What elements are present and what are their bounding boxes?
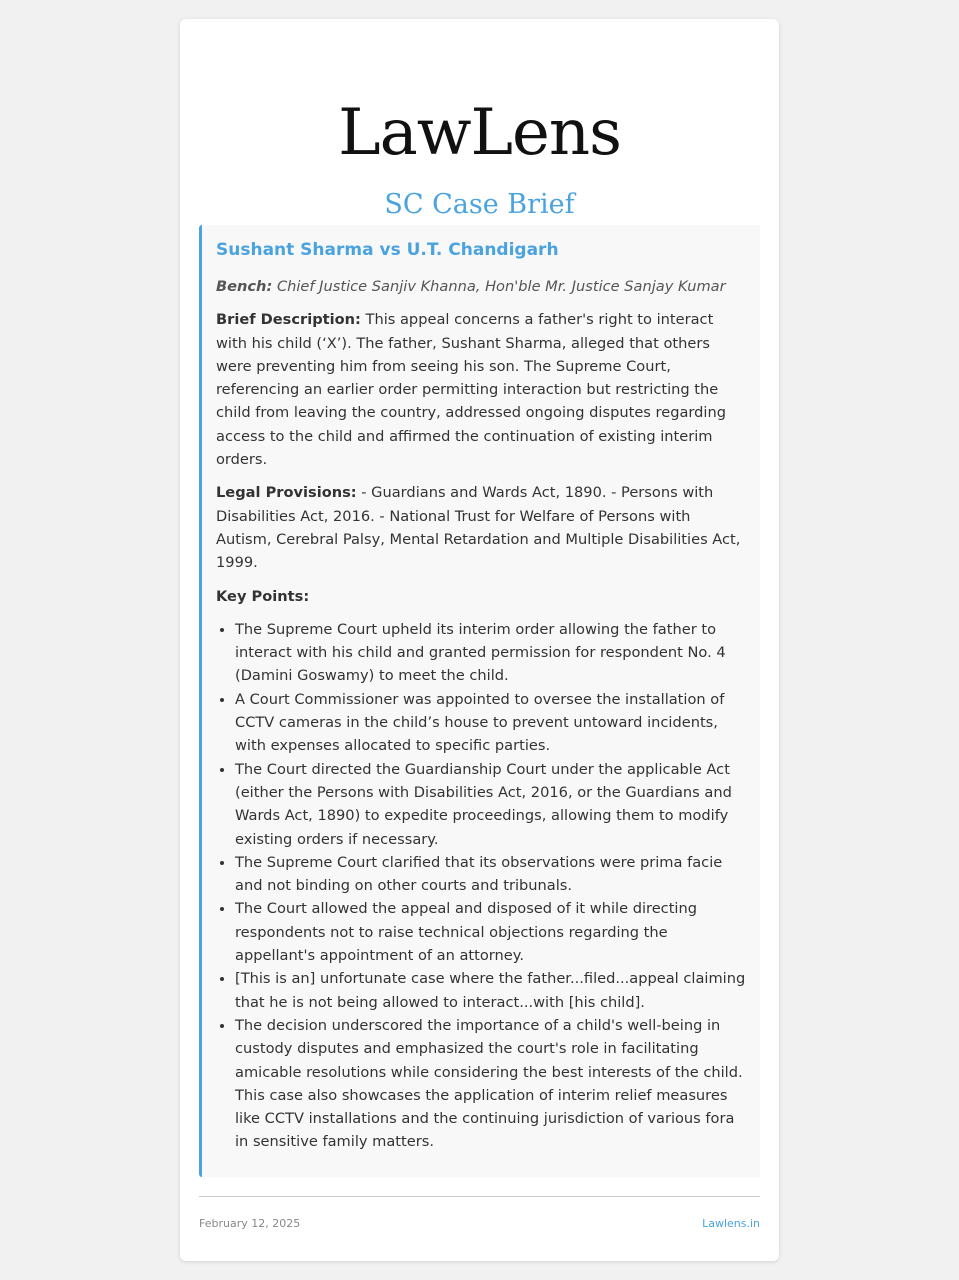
list-item: • The Supreme Court clarified that its observations were prima facie and not binding on other courts and tribunals. (235, 851, 746, 898)
key-points-heading (216, 585, 746, 608)
list-item: • The decision underscored the importance of a child's well-being in custody disputes and emphasized the court's role in facilitating amicable resolutions while considering the best interests of the child. This case also showcases the application of interim relief measures like CCTV installations and the continuing jurisdiction of various fora in sensitive family matters. (235, 1014, 746, 1154)
bench-label: Bench: (216, 278, 273, 295)
legal-provisions (216, 481, 746, 574)
case-brief-panel (199, 225, 760, 1177)
footer-divider (199, 1196, 760, 1197)
key-points-list (216, 618, 746, 1154)
site-link[interactable]: Lawlens.in (702, 1217, 760, 1230)
bench-value: Chief Justice Sanjiv Khanna, Hon'ble Mr. Justice Sanjay Kumar (276, 278, 726, 295)
list-item: • [This is an] unfortunate case where the father...filed...appeal claiming that he is not being allowed to interact...with [his child]. (235, 967, 746, 1014)
description-label: Brief Description: (216, 311, 361, 329)
case-brief-card (180, 19, 779, 1261)
brief-description (216, 308, 746, 471)
provisions-text: - Guardians and Wards Act, 1890. - Persons with Disabilities Act, 2016. - National Trust for Welfare of Persons with Autism, Cerebral Palsy, Mental Retardation and Multiple Disabilities Act, 1999. (216, 484, 741, 572)
list-item: • A Court Commissioner was appointed to oversee the installation of CCTV cameras in the child’s house to prevent untoward incidents, with expenses allocated to specific parties. (235, 688, 746, 758)
brand-logo-text: LawLens (338, 96, 621, 170)
page-subtitle: SC Case Brief (384, 189, 575, 220)
footer-date: February 12, 2025 (199, 1217, 301, 1230)
case-title: Sushant Sharma vs U.T. Chandigarh (216, 240, 559, 260)
list-item: • The Supreme Court upheld its interim order allowing the father to interact with his child and granted permission for respondent No. 4 (Damini Goswamy) to meet the child. (235, 618, 746, 688)
key-points-label: Key Points: (216, 587, 310, 605)
bench-line (216, 275, 746, 298)
provisions-label: Legal Provisions: (216, 484, 357, 502)
list-item: • The Court allowed the appeal and disposed of it while directing respondents not to raise technical objections regarding the appellant's appointment of an attorney. (235, 897, 746, 967)
list-item: • The Court directed the Guardianship Court under the applicable Act (either the Persons with Disabilities Act, 2016, or the Guardians and Wards Act, 1890) to expedite proceedings, allowing them to modify existing orders if necessary. (235, 758, 746, 851)
description-text: This appeal concerns a father's right to interact with his child (‘X’). The father, Sushant Sharma, alleged that others were preventing him from seeing his son. The Supreme Court, referencing an earlier order permitting interaction but restricting the child from leaving the country, addressed ongoing disputes regarding access to the child and affirmed the continuation of existing interim orders. (216, 311, 726, 469)
